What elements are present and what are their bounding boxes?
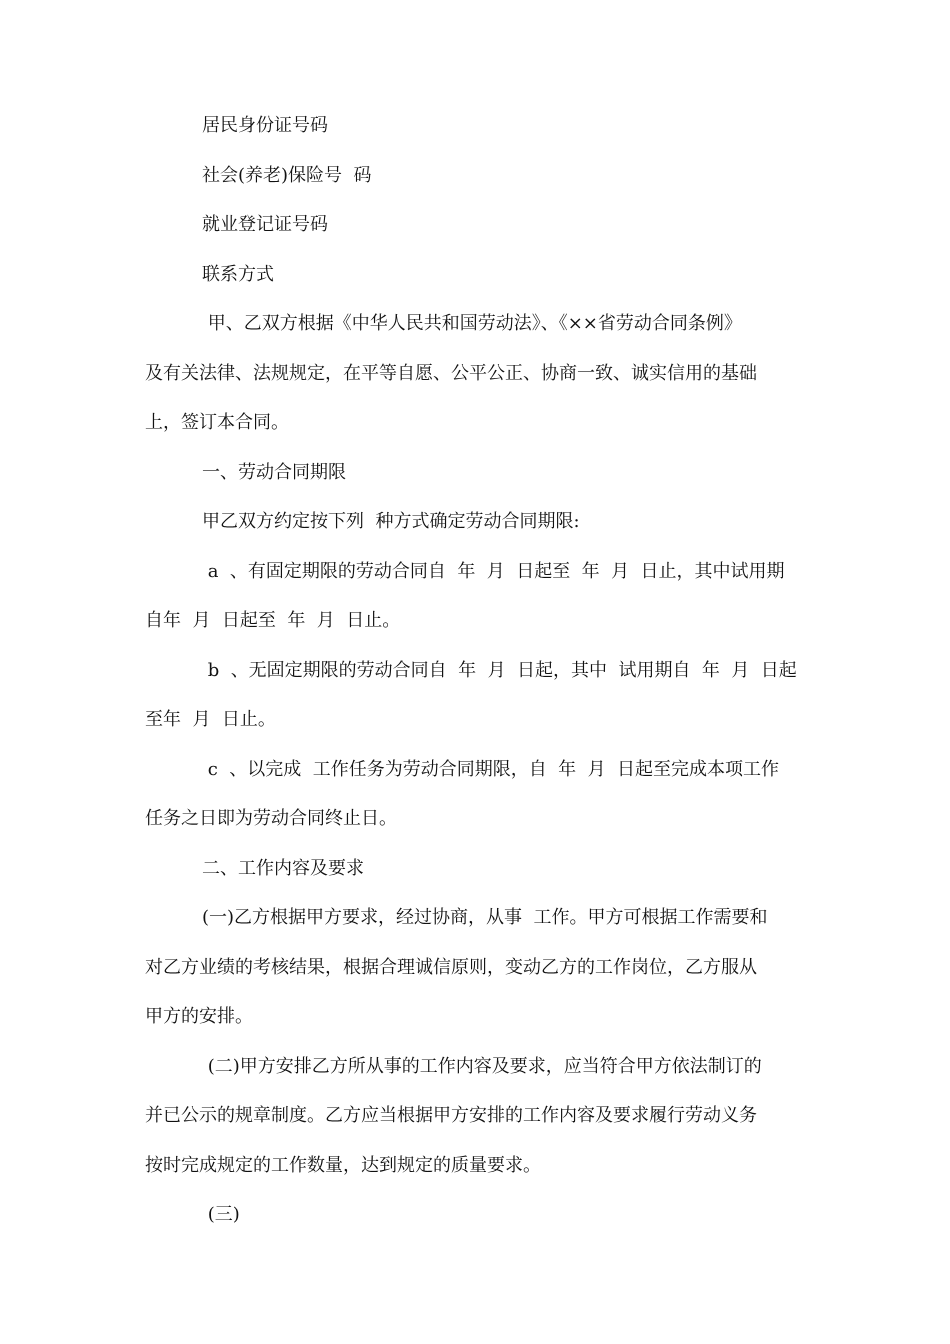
item-c-line-1: c 、以完成 工作任务为劳动合同期限，自 年 月 日起至完成本项工作: [202, 758, 780, 780]
section-2-p2-line-2: 并已公示的规章制度。乙方应当根据甲方安排的工作内容及要求履行劳动义务: [145, 1105, 757, 1126]
item-c-line-2: 任务之日即为劳动合同终止日。: [145, 808, 397, 829]
item-b-line-2: 至年 月 日止。: [145, 709, 276, 730]
intro-line-3: 上，签订本合同。: [145, 412, 289, 433]
section-2-p1-line-3: 甲方的安排。: [145, 1006, 253, 1027]
intro-line-1: 甲、乙双方根据《中华人民共和国劳动法》、《××省劳动合同条例》: [202, 313, 742, 334]
document-page: [145, 101, 810, 1240]
item-b-line-1: b 、无固定期限的劳动合同自 年 月 日起，其中 试用期自 年 月 日起: [202, 659, 797, 681]
item-a-line-1: a 、有固定期限的劳动合同自 年 月 日起至 年 月 日止，其中试用期: [202, 560, 785, 582]
section-1-title: 一、劳动合同期限: [202, 461, 346, 483]
contact-field: 联系方式: [202, 263, 274, 285]
section-2-p2-line-3: 按时完成规定的工作数量，达到规定的质量要求。: [145, 1154, 541, 1176]
social-insurance-field: 社会(养老)保险号 码: [202, 164, 372, 186]
intro-line-2: 及有关法律、法规规定，在平等自愿、公平公正、协商一致、诚实信用的基础: [145, 362, 757, 384]
section-2-p1-line-2: 对乙方业绩的考核结果，根据合理诚信原则，变动乙方的工作岗位，乙方服从: [145, 956, 757, 978]
section-2-p2-line-1: (二)甲方安排乙方所从事的工作内容及要求，应当符合甲方依法制订的: [202, 1055, 762, 1077]
id-number-field: 居民身份证号码: [202, 115, 328, 136]
item-a-line-2: 自年 月 日起至 年 月 日止。: [145, 610, 401, 631]
section-2-p3-start: (三): [202, 1204, 240, 1225]
section-2-title: 二、工作内容及要求: [202, 857, 364, 879]
section-2-p1-line-1: (一)乙方根据甲方要求，经过协商，从事 工作。甲方可根据工作需要和: [202, 907, 768, 928]
section-1-lead: 甲乙双方约定按下列 种方式确定劳动合同期限:: [202, 511, 580, 532]
employment-registration-field: 就业登记证号码: [202, 214, 328, 235]
